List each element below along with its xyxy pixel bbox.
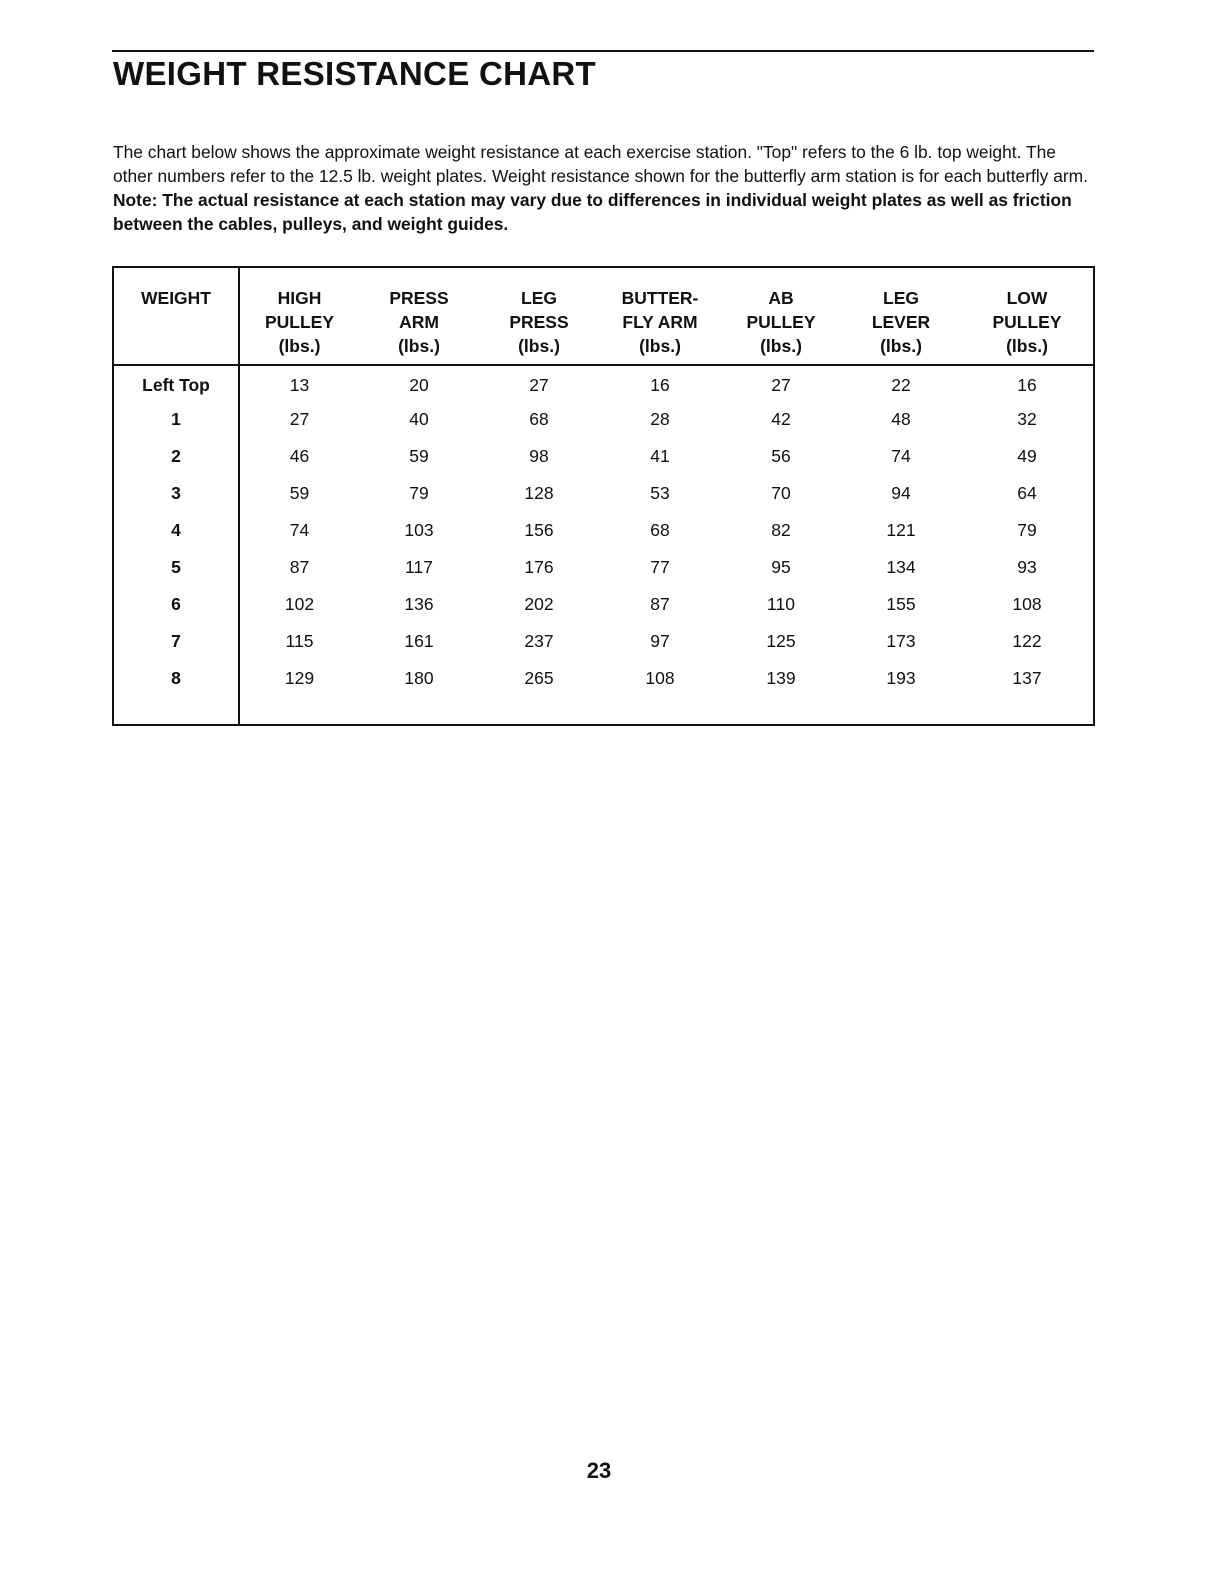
resistance-cell: 117	[405, 556, 433, 577]
spacer-cell	[841, 696, 961, 725]
resistance-cell: 103	[404, 519, 434, 540]
column-header-line: ARM	[399, 312, 439, 332]
resistance-cell: 95	[771, 556, 791, 577]
resistance-cell: 32	[1017, 408, 1037, 429]
column-header-line: (lbs.)	[398, 336, 440, 356]
spacer-cell	[721, 696, 841, 725]
column-header-line: PULLEY	[746, 312, 816, 332]
resistance-cell: 40	[409, 408, 429, 429]
resistance-cell: 121	[886, 519, 916, 540]
table-body	[113, 365, 1094, 725]
table-row	[113, 511, 1094, 548]
resistance-cell: 173	[886, 630, 916, 651]
resistance-cell: 87	[289, 556, 310, 577]
column-header-line: FLY ARM	[622, 312, 698, 332]
resistance-cell: 48	[891, 408, 911, 429]
resistance-cell: 42	[771, 408, 791, 429]
column-header-leg-lever	[841, 267, 961, 365]
resistance-cell: 110	[767, 593, 795, 614]
resistance-cell: 82	[771, 519, 791, 540]
resistance-cell: 180	[404, 667, 434, 688]
resistance-cell: 79	[409, 482, 429, 503]
column-header-butterfly-arm	[599, 267, 721, 365]
column-header-leg-press	[479, 267, 599, 365]
column-header-weight	[113, 267, 239, 365]
resistance-cell: 94	[891, 482, 911, 503]
resistance-cell: 115	[285, 630, 314, 651]
resistance-cell: 237	[524, 630, 554, 651]
resistance-cell: 193	[886, 667, 916, 688]
resistance-cell: 77	[650, 556, 670, 577]
spacer-cell	[239, 696, 359, 725]
resistance-cell: 139	[766, 667, 796, 688]
resistance-cell: 27	[771, 375, 791, 395]
resistance-cell: 27	[529, 375, 549, 395]
resistance-cell: 122	[1012, 630, 1042, 651]
column-header-line: (lbs.)	[880, 336, 922, 356]
intro-paragraph	[113, 140, 1088, 236]
spacer-cell	[961, 696, 1094, 725]
column-header-line: PRESS	[509, 312, 569, 332]
resistance-cell: 41	[650, 445, 670, 466]
weight-cell: 8	[113, 659, 239, 696]
resistance-cell: 16	[650, 375, 670, 395]
column-header-line: LEG	[521, 288, 557, 308]
resistance-cell: 27	[289, 408, 310, 429]
column-header-line: (lbs.)	[518, 336, 560, 356]
spacer-cell	[113, 696, 239, 725]
resistance-cell: 20	[409, 375, 429, 395]
resistance-cell: 137	[1012, 667, 1042, 688]
table-row	[113, 474, 1094, 511]
column-header-line: PULLEY	[264, 312, 335, 332]
resistance-cell: 68	[529, 408, 549, 429]
column-header-press-arm	[359, 267, 479, 365]
resistance-cell: 155	[886, 593, 916, 614]
table-row	[113, 437, 1094, 474]
resistance-cell: 108	[1012, 593, 1042, 614]
resistance-cell: 59	[409, 445, 429, 466]
weight-cell: 6	[113, 585, 239, 622]
weight-cell: 7	[113, 622, 239, 659]
resistance-cell: 74	[289, 519, 310, 540]
table-header-row	[113, 267, 1094, 365]
resistance-cell: 98	[529, 445, 549, 466]
weight-cell: 3	[113, 474, 239, 511]
table-row	[113, 400, 1094, 437]
resistance-cell: 28	[650, 408, 670, 429]
resistance-cell: 125	[766, 630, 796, 651]
column-header-high-pulley	[239, 267, 359, 365]
column-header-line: PRESS	[389, 288, 449, 308]
resistance-cell: 74	[891, 445, 911, 466]
resistance-cell: 176	[524, 556, 554, 577]
resistance-cell: 93	[1017, 556, 1037, 577]
resistance-cell: 97	[650, 630, 670, 651]
resistance-cell: 161	[404, 630, 434, 651]
table-row	[113, 585, 1094, 622]
page-number: 23	[586, 1458, 612, 1483]
column-header-line: LOW	[1006, 288, 1048, 308]
weight-cell: 5	[113, 548, 239, 585]
weight-cell: 2	[113, 437, 239, 474]
column-header-line: (lbs.)	[278, 336, 321, 356]
resistance-cell: 128	[524, 482, 554, 503]
resistance-cell: 68	[650, 519, 670, 540]
table-row	[113, 548, 1094, 585]
column-header-line: BUTTER-	[621, 288, 699, 308]
resistance-cell: 49	[1017, 445, 1037, 466]
resistance-cell: 16	[1017, 375, 1037, 395]
resistance-cell: 87	[650, 593, 670, 614]
column-header-line: WEIGHT	[141, 288, 211, 308]
weight-cell: Left Top	[113, 365, 239, 400]
column-header-line: PULLEY	[992, 312, 1062, 332]
page-title: WEIGHT RESISTANCE CHART	[113, 55, 596, 92]
spacer-cell	[479, 696, 599, 725]
weight-cell: 1	[113, 400, 239, 437]
column-header-line: LEG	[883, 288, 919, 308]
resistance-cell: 102	[284, 593, 315, 614]
column-header-line: (lbs.)	[760, 336, 802, 356]
intro-note: Note: The actual resistance at each station may vary due to differences in individual weight plates as well as friction between the cables, pulleys, and weight guides.	[113, 190, 1072, 234]
resistance-cell: 53	[650, 482, 670, 503]
column-header-line: (lbs.)	[639, 336, 681, 356]
intro-text: The chart below shows the approximate weight resistance at each exercise station. "Top" refers to the 6 lb. top weight. The other numbers refer to the 12.5 lb. weight plates. Weight resistance shown for the butterfly arm station is for each butterfly arm.	[113, 142, 1088, 186]
resistance-cell: 202	[524, 593, 554, 614]
column-header-line: AB	[768, 288, 794, 308]
title-rule	[112, 50, 1094, 52]
column-header-line: LEVER	[871, 312, 931, 332]
resistance-cell: 108	[645, 667, 675, 688]
resistance-cell: 265	[524, 667, 554, 688]
table-row	[113, 365, 1094, 400]
weight-cell: 4	[113, 511, 239, 548]
resistance-cell: 64	[1017, 482, 1037, 503]
resistance-cell: 59	[289, 482, 310, 503]
column-header-line: (lbs.)	[1006, 336, 1048, 356]
resistance-cell: 70	[771, 482, 791, 503]
column-header-line: HIGH	[277, 288, 322, 308]
resistance-cell: 13	[289, 375, 310, 395]
column-header-low-pulley	[961, 267, 1094, 365]
table-spacer-row	[113, 696, 1094, 725]
weight-resistance-table	[112, 266, 1095, 726]
resistance-cell: 134	[886, 556, 916, 577]
resistance-cell: 129	[284, 667, 315, 688]
resistance-cell: 46	[289, 445, 310, 466]
spacer-cell	[359, 696, 479, 725]
resistance-cell: 156	[524, 519, 554, 540]
resistance-cell: 22	[891, 375, 911, 395]
resistance-cell: 56	[771, 445, 791, 466]
resistance-cell: 79	[1017, 519, 1037, 540]
resistance-cell: 136	[404, 593, 434, 614]
table-row	[113, 622, 1094, 659]
column-header-ab-pulley	[721, 267, 841, 365]
spacer-cell	[599, 696, 721, 725]
table-row	[113, 659, 1094, 696]
